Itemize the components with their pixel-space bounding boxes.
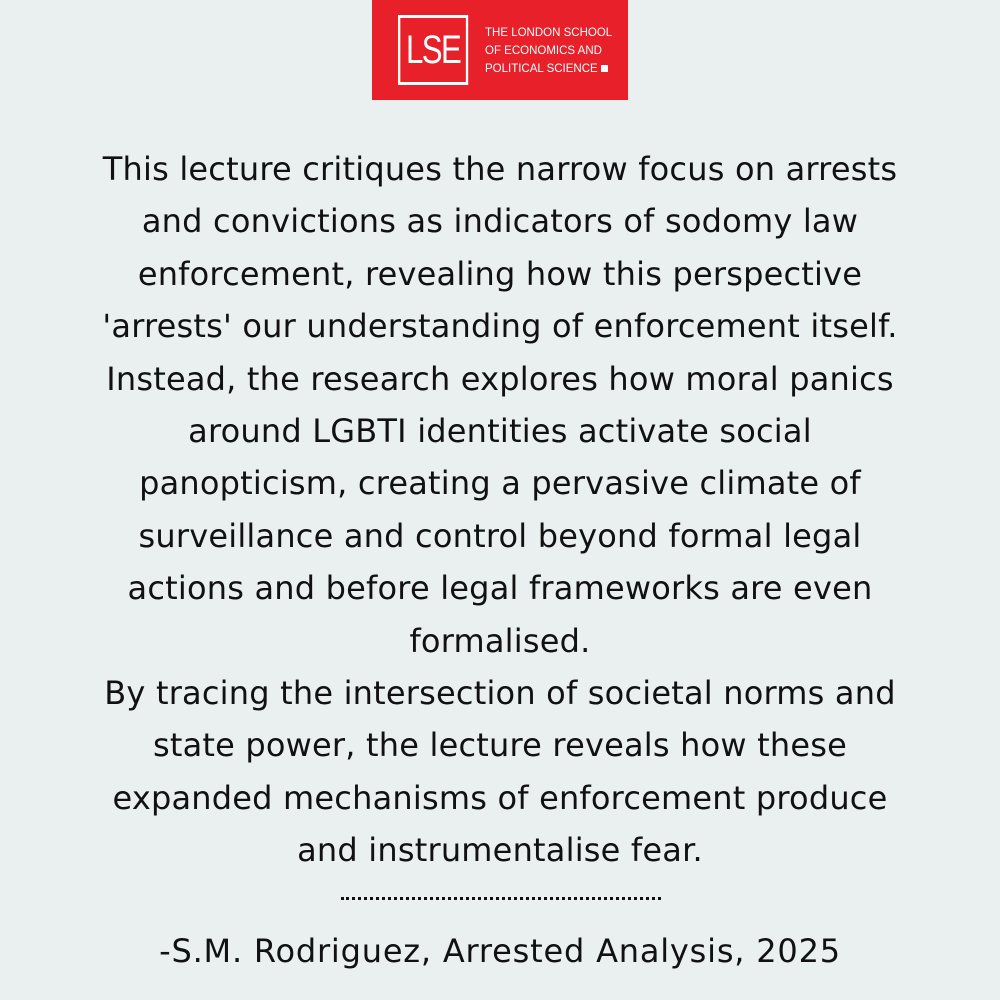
description-line: formalised. (409, 621, 591, 660)
lse-logo-mark: LSE (398, 15, 468, 85)
logo-square-icon (601, 65, 608, 72)
lecture-description (0, 143, 1000, 877)
lse-logo-line-1: THE LONDON SCHOOL (485, 27, 613, 39)
description-line: By tracing the intersection of societal norms and (104, 674, 896, 713)
description-line: This lecture critiques the narrow focus on arrests (102, 150, 898, 188)
description-line: surveillance and control beyond formal legal (138, 516, 862, 555)
description-line: around LGBTI identities activate social (188, 412, 812, 451)
lse-logo-line-3: POLITICAL SCIENCE (485, 60, 612, 78)
lse-logo (372, 0, 628, 100)
citation: -S.M. Rodriguez, Arrested Analysis, 2025 (159, 932, 841, 970)
description-line: panopticism, creating a pervasive climate of (139, 464, 861, 503)
description-line: actions and before legal frameworks are even (127, 569, 873, 608)
description-line: Instead, the research explores how moral panics (106, 359, 894, 398)
description-line: 'arrests' our understanding of enforcement itself. (102, 307, 898, 346)
dotted-divider (341, 897, 661, 900)
description-line: enforcement, revealing how this perspective (137, 254, 863, 293)
description-line: and instrumentalise fear. (297, 831, 703, 870)
description-line: and convictions as indicators of sodomy law (141, 202, 859, 241)
description-line: expanded mechanisms of enforcement produce (112, 778, 888, 817)
lse-logo-wordmark (485, 24, 612, 78)
description-line: state power, the lecture reveals how these (152, 726, 848, 765)
lse-logo-line-2: OF ECONOMICS AND (485, 45, 602, 57)
